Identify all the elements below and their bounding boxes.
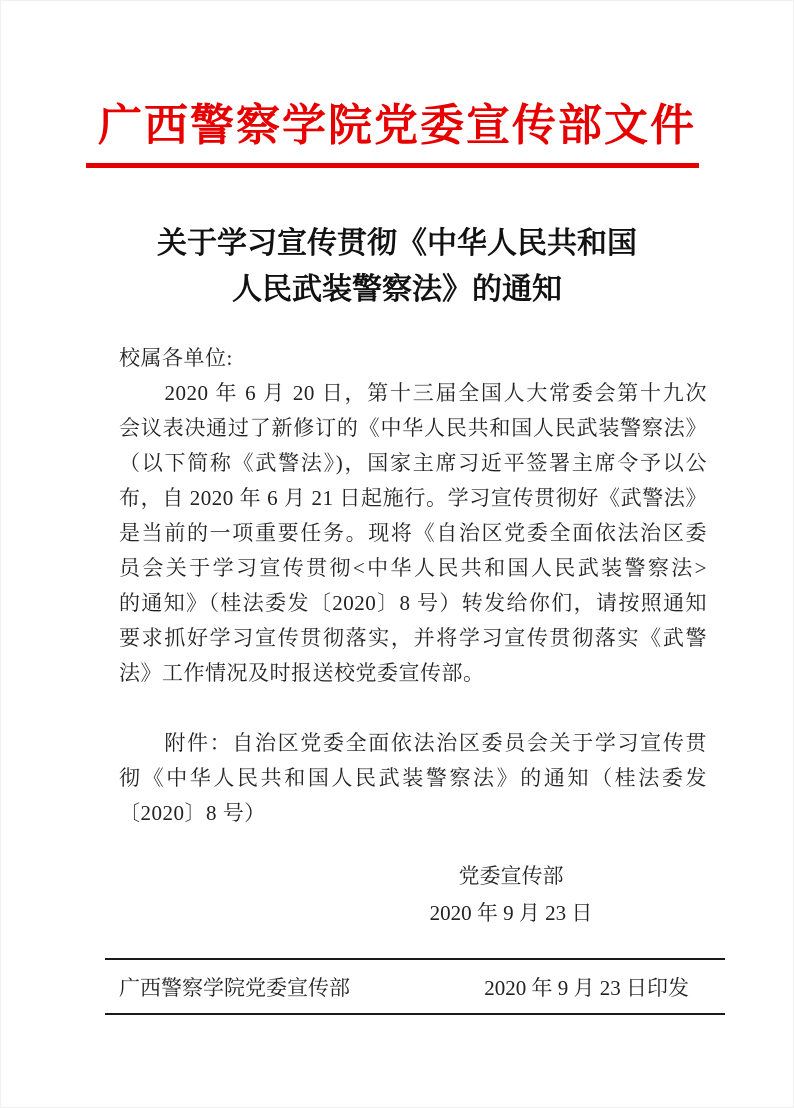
body-text-line: 2020 年 6 月 20 日，第十三届全国人大常委会第十九次 xyxy=(119,381,707,405)
footer-print-date: 2020 年 9 月 23 日印发 xyxy=(484,975,689,1000)
body-text-line: 彻《中华人民共和国人民武装警察法》的通知（桂法委发 xyxy=(119,766,707,790)
document-title-line-2: 人民武装警察法》的通知 xyxy=(232,273,562,306)
body-text-line: 是当前的一项重要任务。现将《自治区党委全面依法治区委 xyxy=(119,521,707,545)
body-text-line: 附件：自治区党委全面依法治区委员会关于学习宣传贯 xyxy=(119,731,707,755)
main-paragraph xyxy=(119,376,707,691)
signature-department: 党委宣传部 xyxy=(458,864,564,888)
footer-issuing-org: 广西警察学院党委宣传部 xyxy=(119,975,350,1000)
body-text-line: 校属各单位: xyxy=(119,346,233,370)
body-text-line: 会议表决通过了新修订的《中华人民共和国人民武装警察法》 xyxy=(119,416,707,440)
body-text-line: 布，自 2020 年 6 月 21 日起施行。学习宣传贯彻好《武警法》 xyxy=(119,486,707,510)
letterhead-org-title: 广西警察学院党委宣传部文件 xyxy=(98,101,696,150)
signature-date: 2020 年 9 月 23 日 xyxy=(429,901,593,925)
letterhead-red-rule xyxy=(86,163,699,168)
body-text-line: 要求抓好学习宣传贯彻落实，并将学习宣传贯彻落实《武警 xyxy=(119,626,707,650)
body-text-line: 的通知》（桂法委发〔2020〕8 号）转发给你们，请按照通知 xyxy=(119,591,707,615)
body-text-line: （以下简称《武警法》)，国家主席习近平签署主席令予以公 xyxy=(119,451,707,475)
salutation-paragraph xyxy=(119,341,707,376)
attachment-paragraph xyxy=(119,726,707,831)
signature-block xyxy=(386,858,636,932)
body-text-line: 〔2020〕8 号） xyxy=(119,801,266,825)
body-text-line: 法》工作情况及时报送校党委宣传部。 xyxy=(119,661,485,685)
body-text-line: 员会关于学习宣传贯彻<中华人民共和国人民武装警察法> xyxy=(119,556,707,580)
document-body xyxy=(119,341,707,831)
document-title-line-1: 关于学习宣传贯彻《中华人民共和国 xyxy=(157,227,637,260)
document-title xyxy=(1,221,793,313)
footer-imprint-bar xyxy=(105,958,725,1015)
